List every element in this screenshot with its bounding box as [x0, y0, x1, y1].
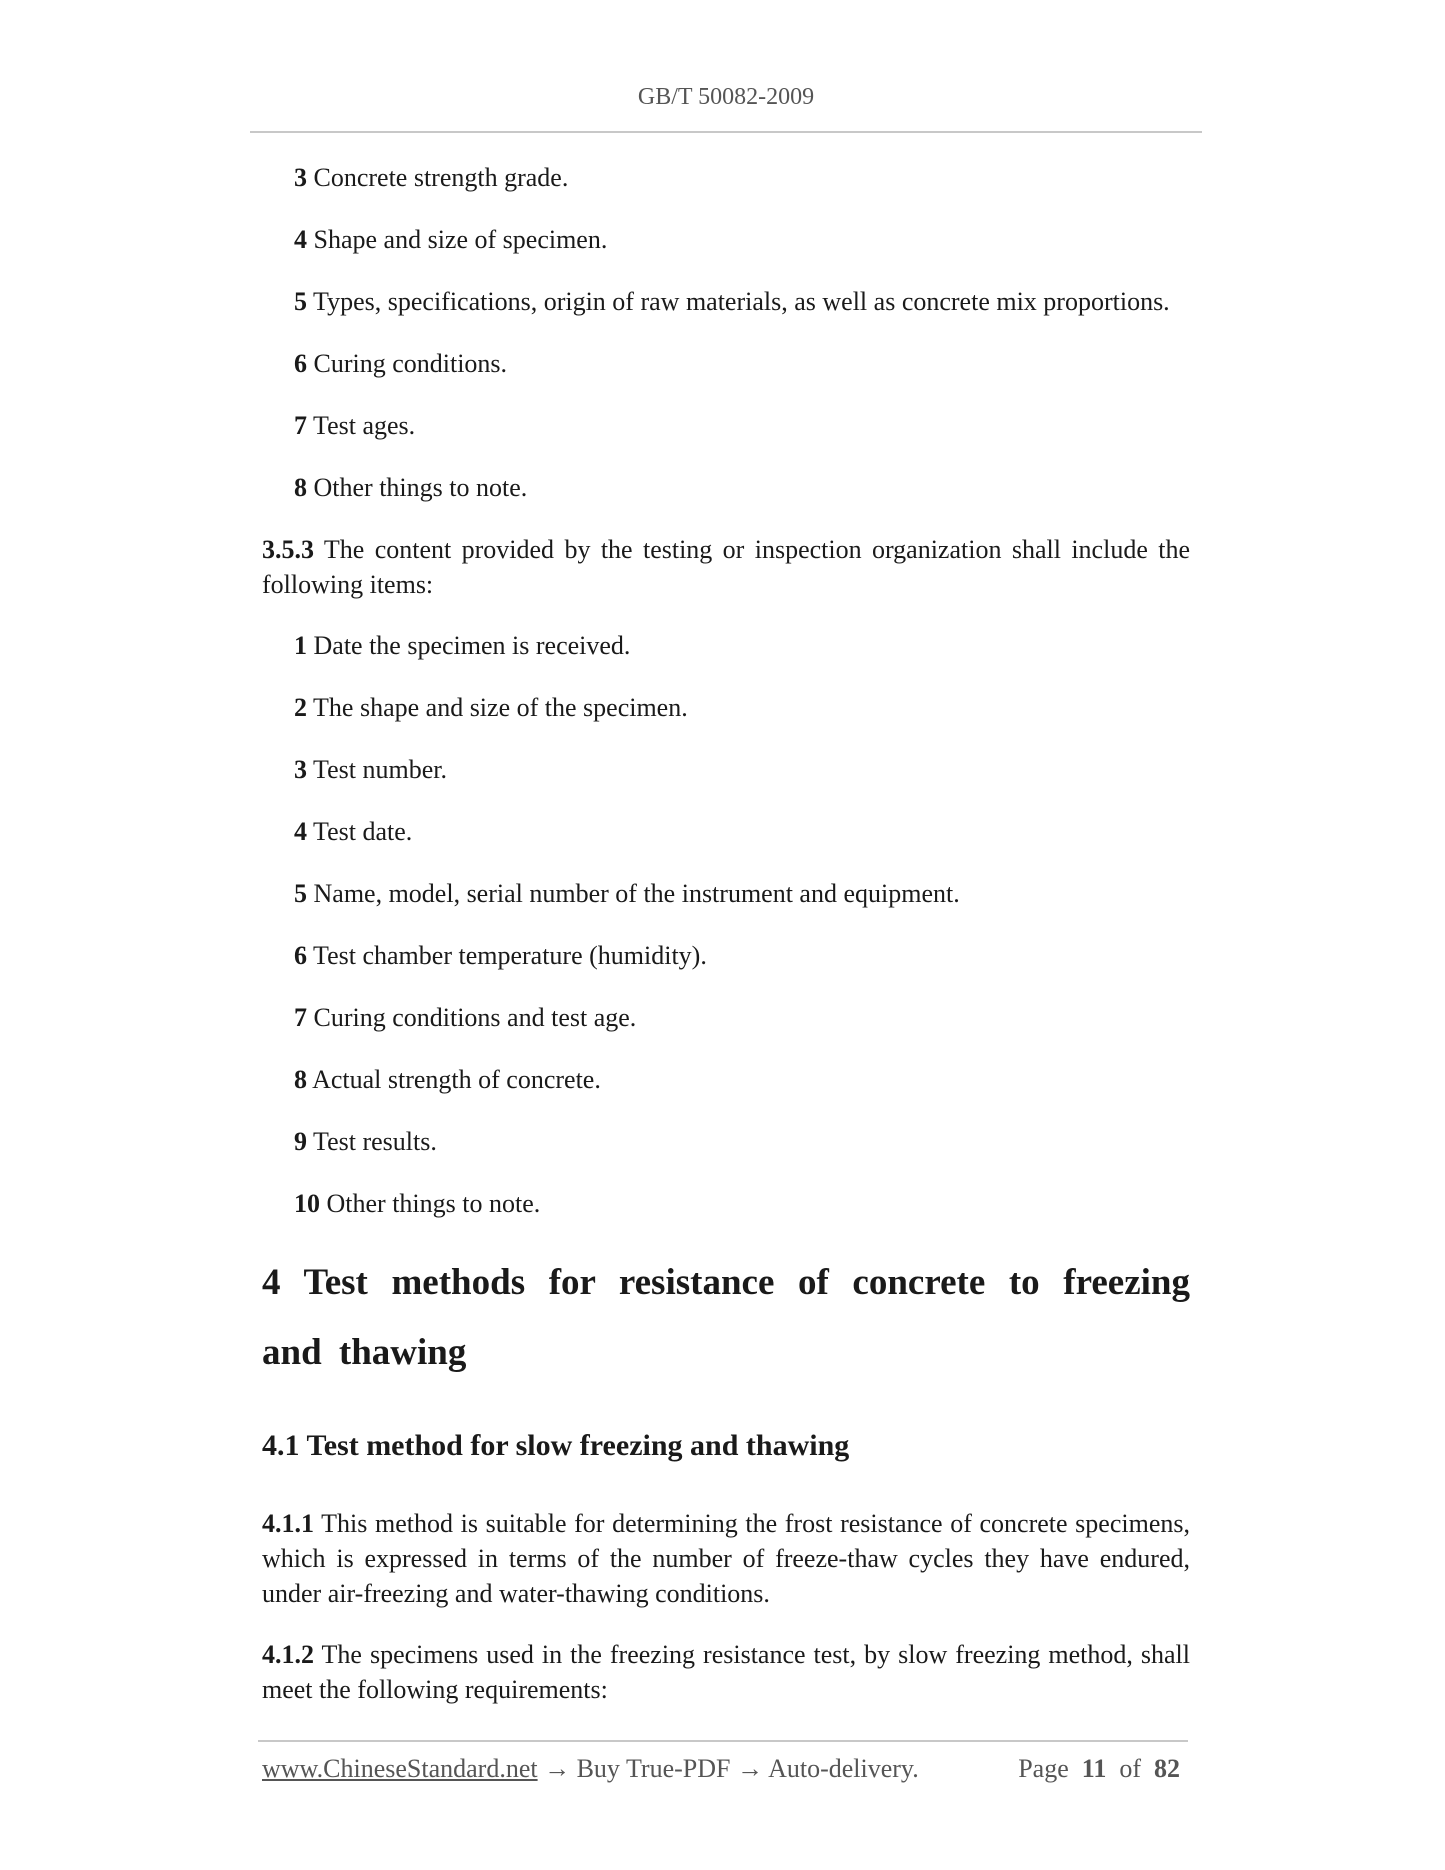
list-item [294, 222, 1190, 258]
item-text: Test number. [313, 755, 447, 784]
item-number: 8 [294, 473, 307, 502]
list-item [294, 876, 1190, 912]
item-text: Test chamber temperature (humidity). [313, 941, 707, 970]
list-item [294, 346, 1190, 382]
item-text: Curing conditions and test age. [313, 1003, 637, 1032]
clause-number: 4.1.1 [262, 1509, 314, 1538]
of-label: of [1119, 1754, 1141, 1783]
page-header: GB/T 50082-2009 [637, 84, 815, 110]
item-number: 9 [294, 1127, 307, 1156]
list-item [294, 284, 1190, 320]
section-4-1-heading: 4.1 Test method for slow freezing and thawing [262, 1429, 850, 1462]
clause-text: The content provided by the testing or inspection organization shall include the following items: [262, 535, 1190, 599]
header-divider [250, 131, 1202, 133]
list-item [294, 1000, 1190, 1036]
website-link[interactable]: www.ChineseStandard.net [262, 1754, 538, 1783]
total-pages: 82 [1154, 1754, 1180, 1783]
item-number: 4 [294, 225, 307, 254]
arrow-right-icon: → [737, 1754, 763, 1783]
page-body [262, 160, 1190, 1733]
list-item [294, 628, 1190, 664]
item-text: Test ages. [313, 411, 416, 440]
item-number: 3 [294, 755, 307, 784]
item-text: The shape and size of the specimen. [313, 693, 688, 722]
item-text: Types, specifications, origin of raw materials, as well as concrete mix proportions. [313, 287, 1170, 316]
item-text: Name, model, serial number of the instrument and equipment. [313, 879, 960, 908]
item-number: 1 [294, 631, 307, 660]
item-text: Test date. [313, 817, 413, 846]
footer-divider [258, 1740, 1188, 1742]
list-item [294, 160, 1190, 196]
item-text: Actual strength of concrete. [312, 1065, 601, 1094]
footer-promo [262, 1754, 919, 1784]
clause-text: This method is suitable for determining the frost resistance of concrete specimens, which is expressed in terms of the number of freeze-thaw cycles they have endured, under air-freezing and water-thawing conditions. [262, 1509, 1190, 1608]
list-item [294, 408, 1190, 444]
item-number: 10 [294, 1189, 320, 1218]
item-text: Other things to note. [326, 1189, 541, 1218]
clause-3-5-3 [262, 532, 1190, 602]
item-number: 7 [294, 1003, 307, 1032]
current-page: 11 [1081, 1754, 1107, 1783]
list-item [294, 1186, 1190, 1222]
item-text: Concrete strength grade. [313, 163, 569, 192]
item-number: 4 [294, 817, 307, 846]
section-4-heading: 4 Test methods for resistance of concrete to freezing and thawing [262, 1262, 1190, 1373]
item-number: 2 [294, 693, 307, 722]
item-text: Test results. [313, 1127, 437, 1156]
item-number: 6 [294, 941, 307, 970]
list-item [294, 470, 1190, 506]
item-number: 6 [294, 349, 307, 378]
item-text: Date the specimen is received. [313, 631, 631, 660]
clause-4-1-2 [262, 1637, 1190, 1707]
clause-number: 3.5.3 [262, 535, 314, 564]
item-text: Other things to note. [313, 473, 528, 502]
item-text: Curing conditions. [313, 349, 508, 378]
item-text: Shape and size of specimen. [313, 225, 608, 254]
page-label: Page [1018, 1754, 1069, 1783]
arrow-right-icon: → [544, 1754, 571, 1783]
clause-4-1-1 [262, 1506, 1190, 1611]
list-item [294, 1124, 1190, 1160]
list-item [294, 1062, 1190, 1098]
list-item [294, 690, 1190, 726]
auto-delivery-text: Auto-delivery. [768, 1754, 919, 1783]
list-item [294, 814, 1190, 850]
item-number: 5 [294, 287, 307, 316]
item-number: 7 [294, 411, 307, 440]
list-item [294, 938, 1190, 974]
item-number: 8 [294, 1065, 307, 1094]
clause-number: 4.1.2 [262, 1640, 314, 1669]
clause-text: The specimens used in the freezing resistance test, by slow freezing method, shall meet the following requirements: [262, 1640, 1190, 1704]
buy-pdf-text: Buy True-PDF [576, 1754, 731, 1783]
item-number: 3 [294, 163, 307, 192]
page-counter [1018, 1754, 1180, 1784]
item-number: 5 [294, 879, 307, 908]
list-item [294, 752, 1190, 788]
